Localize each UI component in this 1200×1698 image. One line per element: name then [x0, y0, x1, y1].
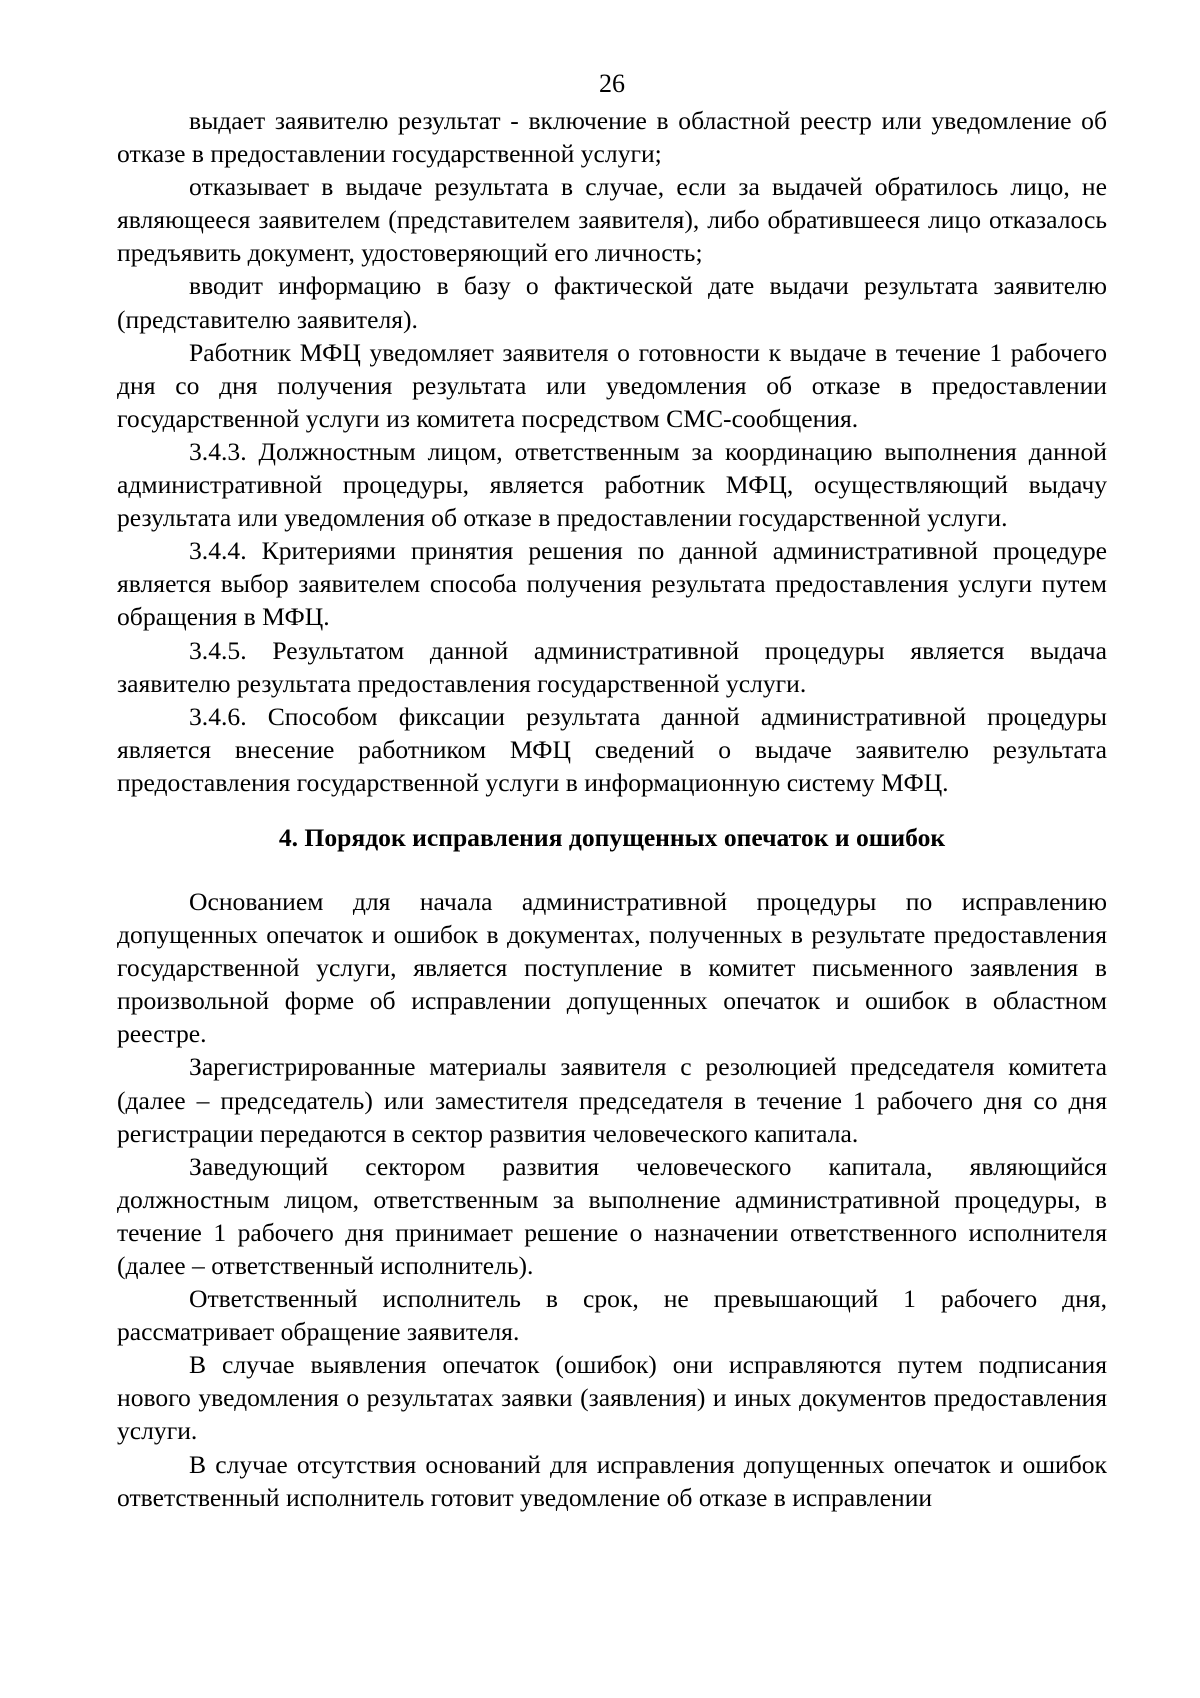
paragraph: выдает заявителю результат - включение в областной реестр или уведомление об отказе в предоставлении государственной услуги;	[117, 106, 1107, 169]
paragraph: вводит информацию в базу о фактической дате выдачи результата заявителю (представителю заявителя).	[117, 271, 1107, 334]
paragraph: В случае выявления опечаток (ошибок) они исправляются путем подписания нового уведомления о результатах заявки (заявления) и иных документов предоставления услуги.	[117, 1350, 1107, 1446]
page-number: 26	[599, 69, 625, 98]
paragraph: Зарегистрированные материалы заявителя с резолюцией председателя комитета (далее – председатель) или заместителя председателя в течение 1 рабочего дня со дня регистрации передаются в сектор развития человеческого капитала.	[117, 1052, 1107, 1148]
paragraph: Ответственный исполнитель в срок, не превышающий 1 рабочего дня, рассматривает обращение заявителя.	[117, 1284, 1107, 1347]
paragraph: 3.4.5. Результатом данной административной процедуры является выдача заявителю результата предоставления государственной услуги.	[117, 635, 1107, 698]
paragraph: 3.4.4. Критериями принятия решения по данной административной процедуре является выбор заявителем способа получения результата предоставления услуги путем обращения в МФЦ.	[117, 536, 1107, 632]
paragraph: 3.4.3. Должностным лицом, ответственным за координацию выполнения данной административной процедуры, является работник МФЦ, осуществляющий выдачу результата или уведомления об отказе в предоставлении государственной услуги.	[117, 436, 1107, 533]
paragraph: Заведующий сектором развития человеческого капитала, являющийся должностным лицом, ответственным за выполнение административной процедуры, в течение 1 рабочего дня принимает решение о назначении ответственного исполнителя (далее – ответственный исполнитель).	[117, 1151, 1107, 1280]
paragraph: отказывает в выдаче результата в случае, если за выдачей обратилось лицо, не являющееся заявителем (представителем заявителя), либо обратившееся лицо отказалось предъявить документ, удостоверяющий его личность;	[117, 172, 1107, 268]
document-page	[117, 70, 1107, 1514]
paragraph: Работник МФЦ уведомляет заявителя о готовности к выдаче в течение 1 рабочего дня со дня получения результата или уведомления об отказе в предоставлении государственной услуги из комитета посредством СМС-сообщения.	[117, 337, 1107, 433]
paragraph: Основанием для начала административной процедуры по исправлению допущенных опечаток и ошибок в документах, полученных в результате предоставления государственной услуги, является поступление в комитет письменного заявления в произвольной форме об исправлении допущенных опечаток и ошибок в областном реестре.	[117, 886, 1107, 1049]
paragraph: В случае отсутствия оснований для исправления допущенных опечаток и ошибок ответственный исполнитель готовит уведомление об отказе в исправлении	[117, 1449, 1107, 1512]
section-title: 4. Порядок исправления допущенных опечаток и ошибок	[278, 822, 946, 852]
paragraph: 3.4.6. Способом фиксации результата данной административной процедуры является внесение работником МФЦ сведений о выдаче заявителю результата предоставления государственной услуги в информационную систему МФЦ.	[117, 701, 1107, 797]
